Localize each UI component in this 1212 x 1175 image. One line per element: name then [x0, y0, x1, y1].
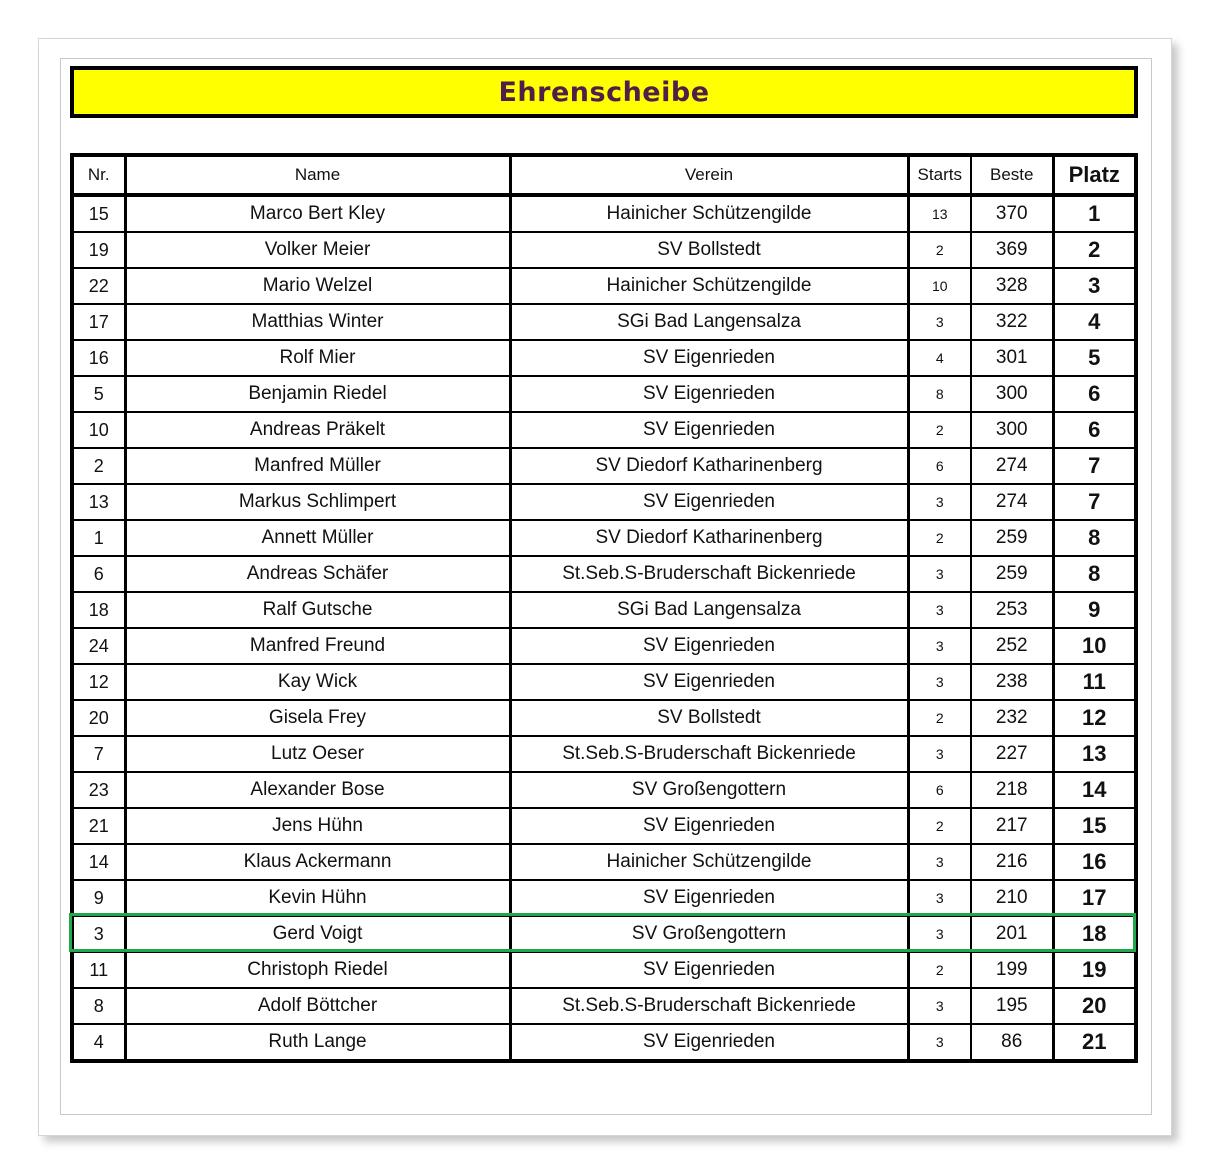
table-row: [72, 844, 1136, 880]
cell-nr: 3: [72, 916, 125, 952]
title-banner: [70, 66, 1138, 118]
cell-platz: 20: [1053, 988, 1136, 1024]
cell-verein: St.Seb.S-Bruderschaft Bickenriede: [510, 736, 908, 772]
table-row: [72, 484, 1136, 520]
cell-platz: 6: [1053, 376, 1136, 412]
cell-beste: 238: [971, 664, 1053, 700]
cell-nr: 14: [72, 844, 125, 880]
cell-starts: 4: [908, 340, 971, 376]
table-row: [72, 304, 1136, 340]
cell-name: Christoph Riedel: [125, 952, 510, 988]
column-header-name: Name: [125, 155, 510, 195]
cell-beste: 369: [971, 232, 1053, 268]
cell-starts: 3: [908, 556, 971, 592]
cell-starts: 8: [908, 376, 971, 412]
cell-nr: 6: [72, 556, 125, 592]
cell-name: Andreas Präkelt: [125, 412, 510, 448]
cell-verein: SV Großengottern: [510, 916, 908, 952]
table-row: [72, 916, 1136, 952]
cell-beste: 252: [971, 628, 1053, 664]
cell-platz: 21: [1053, 1024, 1136, 1061]
cell-platz: 14: [1053, 772, 1136, 808]
cell-verein: SV Eigenrieden: [510, 664, 908, 700]
cell-platz: 15: [1053, 808, 1136, 844]
cell-verein: Hainicher Schützengilde: [510, 195, 908, 232]
cell-starts: 3: [908, 844, 971, 880]
cell-name: Kevin Hühn: [125, 880, 510, 916]
cell-beste: 253: [971, 592, 1053, 628]
cell-nr: 11: [72, 952, 125, 988]
cell-starts: 3: [908, 304, 971, 340]
cell-verein: SV Diedorf Katharinenberg: [510, 520, 908, 556]
cell-name: Klaus Ackermann: [125, 844, 510, 880]
cell-verein: SV Eigenrieden: [510, 376, 908, 412]
cell-starts: 6: [908, 448, 971, 484]
cell-name: Manfred Freund: [125, 628, 510, 664]
cell-verein: SGi Bad Langensalza: [510, 592, 908, 628]
cell-starts: 2: [908, 412, 971, 448]
table-row: [72, 664, 1136, 700]
cell-beste: 259: [971, 556, 1053, 592]
cell-nr: 2: [72, 448, 125, 484]
cell-verein: SV Bollstedt: [510, 232, 908, 268]
cell-beste: 216: [971, 844, 1053, 880]
cell-beste: 201: [971, 916, 1053, 952]
cell-nr: 12: [72, 664, 125, 700]
table-row: [72, 736, 1136, 772]
cell-name: Andreas Schäfer: [125, 556, 510, 592]
cell-platz: 19: [1053, 952, 1136, 988]
column-header-verein: Verein: [510, 155, 908, 195]
cell-verein: SV Großengottern: [510, 772, 908, 808]
cell-beste: 232: [971, 700, 1053, 736]
cell-nr: 20: [72, 700, 125, 736]
cell-starts: 3: [908, 484, 971, 520]
table-row: [72, 880, 1136, 916]
cell-platz: 5: [1053, 340, 1136, 376]
cell-starts: 3: [908, 628, 971, 664]
cell-nr: 17: [72, 304, 125, 340]
cell-nr: 21: [72, 808, 125, 844]
cell-beste: 227: [971, 736, 1053, 772]
cell-beste: 259: [971, 520, 1053, 556]
table-row: [72, 195, 1136, 232]
cell-starts: 3: [908, 664, 971, 700]
table-row: [72, 592, 1136, 628]
cell-starts: 3: [908, 880, 971, 916]
cell-nr: 18: [72, 592, 125, 628]
cell-verein: SV Eigenrieden: [510, 340, 908, 376]
cell-nr: 22: [72, 268, 125, 304]
cell-nr: 23: [72, 772, 125, 808]
cell-starts: 3: [908, 988, 971, 1024]
cell-name: Annett Müller: [125, 520, 510, 556]
column-header-platz: Platz: [1053, 155, 1136, 195]
cell-platz: 16: [1053, 844, 1136, 880]
cell-name: Ruth Lange: [125, 1024, 510, 1061]
cell-nr: 1: [72, 520, 125, 556]
cell-name: Volker Meier: [125, 232, 510, 268]
table-row: [72, 520, 1136, 556]
table-row: [72, 808, 1136, 844]
table-row: [72, 232, 1136, 268]
cell-beste: 195: [971, 988, 1053, 1024]
cell-verein: SV Eigenrieden: [510, 952, 908, 988]
cell-name: Lutz Oeser: [125, 736, 510, 772]
cell-starts: 3: [908, 1024, 971, 1061]
cell-platz: 11: [1053, 664, 1136, 700]
cell-name: Benjamin Riedel: [125, 376, 510, 412]
cell-platz: 18: [1053, 916, 1136, 952]
cell-platz: 3: [1053, 268, 1136, 304]
cell-starts: 2: [908, 700, 971, 736]
column-header-nr: Nr.: [72, 155, 125, 195]
table-row: [72, 1024, 1136, 1061]
cell-name: Kay Wick: [125, 664, 510, 700]
cell-platz: 4: [1053, 304, 1136, 340]
cell-platz: 10: [1053, 628, 1136, 664]
cell-nr: 5: [72, 376, 125, 412]
table-row: [72, 268, 1136, 304]
cell-starts: 13: [908, 195, 971, 232]
cell-verein: SV Bollstedt: [510, 700, 908, 736]
cell-platz: 9: [1053, 592, 1136, 628]
cell-beste: 210: [971, 880, 1053, 916]
cell-nr: 13: [72, 484, 125, 520]
cell-verein: Hainicher Schützengilde: [510, 268, 908, 304]
cell-platz: 13: [1053, 736, 1136, 772]
table-row: [72, 952, 1136, 988]
cell-nr: 8: [72, 988, 125, 1024]
cell-name: Gisela Frey: [125, 700, 510, 736]
table-row: [72, 376, 1136, 412]
table-row: [72, 628, 1136, 664]
ranking-table: [70, 153, 1138, 1063]
cell-starts: 6: [908, 772, 971, 808]
cell-starts: 3: [908, 592, 971, 628]
cell-platz: 2: [1053, 232, 1136, 268]
cell-verein: SV Diedorf Katharinenberg: [510, 448, 908, 484]
cell-nr: 7: [72, 736, 125, 772]
cell-name: Mario Welzel: [125, 268, 510, 304]
cell-beste: 86: [971, 1024, 1053, 1061]
table-row: [72, 772, 1136, 808]
cell-nr: 19: [72, 232, 125, 268]
cell-platz: 6: [1053, 412, 1136, 448]
table-row: [72, 412, 1136, 448]
cell-nr: 10: [72, 412, 125, 448]
page-title: Ehrenscheibe: [498, 76, 710, 108]
cell-name: Adolf Böttcher: [125, 988, 510, 1024]
table-row: [72, 556, 1136, 592]
cell-nr: 4: [72, 1024, 125, 1061]
cell-name: Manfred Müller: [125, 448, 510, 484]
cell-starts: 10: [908, 268, 971, 304]
cell-beste: 218: [971, 772, 1053, 808]
cell-starts: 2: [908, 808, 971, 844]
cell-name: Rolf Mier: [125, 340, 510, 376]
cell-starts: 3: [908, 916, 971, 952]
cell-beste: 301: [971, 340, 1053, 376]
cell-name: Markus Schlimpert: [125, 484, 510, 520]
cell-starts: 2: [908, 952, 971, 988]
cell-nr: 9: [72, 880, 125, 916]
cell-nr: 15: [72, 195, 125, 232]
cell-verein: SV Eigenrieden: [510, 628, 908, 664]
header-row: [72, 155, 1136, 195]
cell-platz: 7: [1053, 448, 1136, 484]
table-row: [72, 988, 1136, 1024]
cell-beste: 322: [971, 304, 1053, 340]
cell-name: Alexander Bose: [125, 772, 510, 808]
cell-verein: SV Eigenrieden: [510, 808, 908, 844]
cell-verein: SV Eigenrieden: [510, 484, 908, 520]
cell-verein: SV Eigenrieden: [510, 880, 908, 916]
cell-nr: 16: [72, 340, 125, 376]
cell-platz: 8: [1053, 556, 1136, 592]
cell-beste: 274: [971, 448, 1053, 484]
cell-beste: 300: [971, 376, 1053, 412]
cell-nr: 24: [72, 628, 125, 664]
cell-beste: 199: [971, 952, 1053, 988]
cell-beste: 217: [971, 808, 1053, 844]
cell-name: Matthias Winter: [125, 304, 510, 340]
cell-verein: SGi Bad Langensalza: [510, 304, 908, 340]
cell-verein: SV Eigenrieden: [510, 1024, 908, 1061]
column-header-beste: Beste: [971, 155, 1053, 195]
cell-name: Jens Hühn: [125, 808, 510, 844]
cell-platz: 1: [1053, 195, 1136, 232]
cell-platz: 7: [1053, 484, 1136, 520]
cell-platz: 17: [1053, 880, 1136, 916]
cell-name: Marco Bert Kley: [125, 195, 510, 232]
cell-starts: 2: [908, 520, 971, 556]
cell-name: Gerd Voigt: [125, 916, 510, 952]
cell-platz: 8: [1053, 520, 1136, 556]
cell-verein: St.Seb.S-Bruderschaft Bickenriede: [510, 988, 908, 1024]
cell-verein: St.Seb.S-Bruderschaft Bickenriede: [510, 556, 908, 592]
cell-beste: 274: [971, 484, 1053, 520]
cell-starts: 3: [908, 736, 971, 772]
cell-starts: 2: [908, 232, 971, 268]
cell-beste: 300: [971, 412, 1053, 448]
table-row: [72, 700, 1136, 736]
cell-name: Ralf Gutsche: [125, 592, 510, 628]
table-row: [72, 448, 1136, 484]
cell-verein: Hainicher Schützengilde: [510, 844, 908, 880]
cell-verein: SV Eigenrieden: [510, 412, 908, 448]
column-header-starts: Starts: [908, 155, 971, 195]
cell-beste: 370: [971, 195, 1053, 232]
cell-platz: 12: [1053, 700, 1136, 736]
table-row: [72, 340, 1136, 376]
cell-beste: 328: [971, 268, 1053, 304]
